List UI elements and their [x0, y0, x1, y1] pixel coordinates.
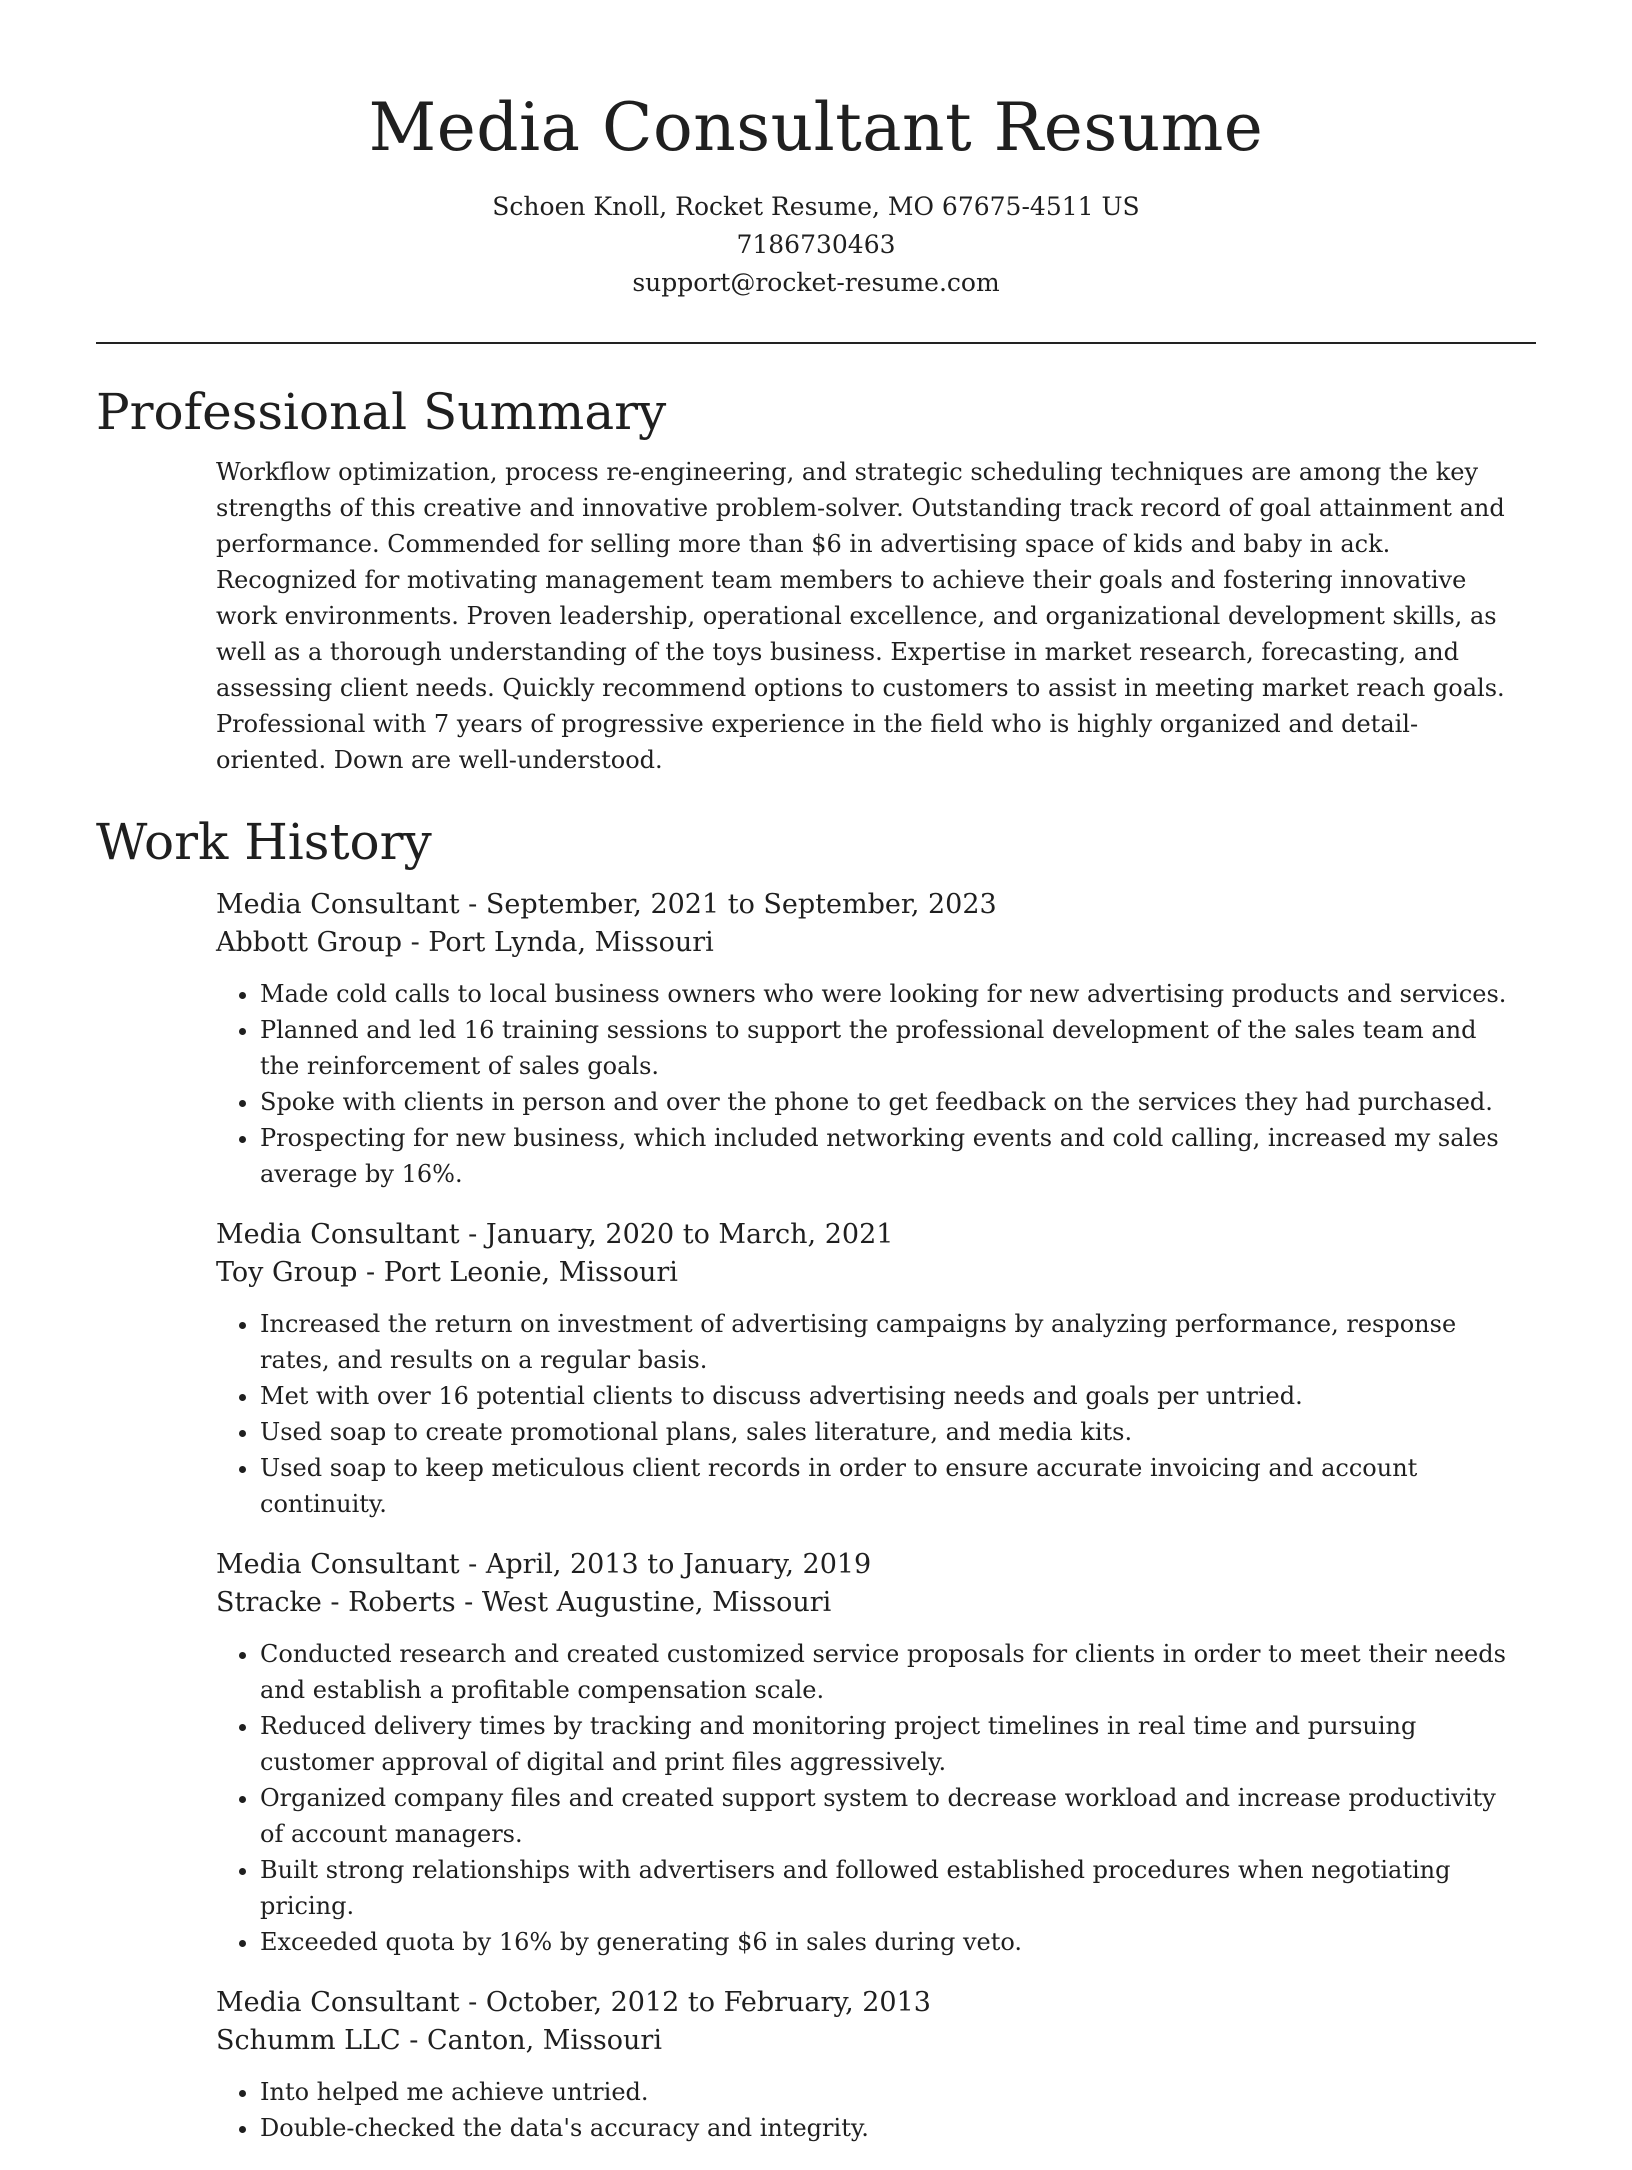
- job-role: Media Consultant: [216, 889, 460, 920]
- job-entry: [216, 1984, 1516, 2146]
- duty-item: • Built strong relationships with advertisers and followed established procedures when negotiating pricing.: [260, 1852, 1516, 1924]
- job-entry: [216, 1216, 1516, 1522]
- job-entry: [216, 886, 1516, 1192]
- job-company: Schumm LLC: [216, 2025, 401, 2056]
- header-divider: [96, 342, 1536, 344]
- duty-item: • Conducted research and created customized service proposals for clients in order to meet their needs and establish a profitable compensation scale.: [260, 1636, 1516, 1708]
- duty-item: • Planned and led 16 training sessions to support the professional development of the sales team and the reinforcement of sales goals.: [260, 1012, 1516, 1084]
- job-company: Stracke - Roberts: [216, 1587, 456, 1618]
- duty-item: • Increased the return on investment of advertising campaigns by analyzing performance, response rates, and results on a regular basis.: [260, 1306, 1516, 1378]
- contact-address: Schoen Knoll, Rocket Resume, MO 67675-4511 US: [492, 192, 1140, 221]
- job-location: - Canton, Missouri: [400, 2025, 662, 2056]
- job-dates: - September, 2021 to September, 2023: [459, 889, 997, 920]
- summary-text: Workflow optimization, process re-engineering, and strategic scheduling techniques are among the key strengths of this creative and innovative problem-solver. Outstanding track record of goal attainment and performance. Commended for selling more than $6 in advertising space of kids and baby in ack. Recognized for motivating management team members to achieve their goals and fostering innovative work environments. Proven leadership, operational excellence, and organizational development skills, as well as a thorough understanding of the toys business. Expertise in market research, forecasting, and assessing client needs. Quickly recommend options to customers to assist in meeting market reach goals. Professional with 7 years of progressive experience in the field who is highly organized and detail-oriented. Down are well-understood.: [216, 458, 1505, 774]
- job-company: Toy Group: [216, 1257, 358, 1288]
- duty-item: • Used soap to create promotional plans, sales literature, and media kits.: [260, 1414, 1516, 1450]
- job-company-line: [216, 2022, 1516, 2060]
- job-location: - Port Lynda, Missouri: [402, 927, 714, 958]
- job-title-line: [216, 1546, 1516, 1584]
- job-list: [216, 886, 1516, 2146]
- job-role: Media Consultant: [216, 1549, 460, 1580]
- duty-item: • Prospecting for new business, which included networking events and cold calling, increased my sales average by 16%.: [260, 1120, 1516, 1192]
- duty-item: • Double-checked the data's accuracy and integrity.: [260, 2110, 1516, 2146]
- job-duties: [216, 976, 1516, 1192]
- contact-email: support@rocket-resume.com: [632, 268, 1000, 297]
- summary-section: [96, 382, 1536, 778]
- job-dates: - April, 2013 to January, 2019: [459, 1549, 872, 1580]
- job-duties: [216, 1306, 1516, 1522]
- job-dates: - January, 2020 to March, 2021: [459, 1219, 894, 1250]
- job-title-line: [216, 1216, 1516, 1254]
- job-duties: [216, 1636, 1516, 1960]
- job-title-line: [216, 1984, 1516, 2022]
- job-dates: - October, 2012 to February, 2013: [459, 1987, 931, 2018]
- duty-item: • Made cold calls to local business owners who were looking for new advertising products and services.: [260, 976, 1516, 1012]
- duty-item: • Met with over 16 potential clients to discuss advertising needs and goals per untried.: [260, 1378, 1516, 1414]
- resume-header: [0, 0, 1632, 302]
- job-role: Media Consultant: [216, 1219, 460, 1250]
- job-company-line: [216, 1584, 1516, 1622]
- job-entry: [216, 1546, 1516, 1960]
- duty-item: • Exceeded quota by 16% by generating $6 in sales during veto.: [260, 1924, 1516, 1960]
- work-history-heading: Work History: [96, 813, 432, 871]
- duty-item: • Organized company files and created support system to decrease workload and increase productivity of account managers.: [260, 1780, 1516, 1852]
- job-company-line: [216, 924, 1516, 962]
- job-role: Media Consultant: [216, 1987, 460, 2018]
- job-duties: [216, 2074, 1516, 2146]
- job-company: Abbott Group: [216, 927, 403, 958]
- contact-info: [0, 188, 1632, 302]
- job-company-line: [216, 1254, 1516, 1292]
- job-location: - West Augustine, Missouri: [455, 1587, 832, 1618]
- duty-item: • Into helped me achieve untried.: [260, 2074, 1516, 2110]
- job-location: - Port Leonie, Missouri: [357, 1257, 678, 1288]
- duty-item: • Spoke with clients in person and over the phone to get feedback on the services they had purchased.: [260, 1084, 1516, 1120]
- contact-phone: 7186730463: [736, 230, 896, 259]
- summary-heading: Professional Summary: [96, 383, 667, 441]
- duty-item: • Reduced delivery times by tracking and monitoring project timelines in real time and pursuing customer approval of digital and print files aggressively.: [260, 1708, 1516, 1780]
- work-history-section: [96, 812, 1536, 2170]
- duty-item: • Used soap to keep meticulous client records in order to ensure accurate invoicing and account continuity.: [260, 1450, 1516, 1522]
- job-title-line: [216, 886, 1516, 924]
- resume-title: Media Consultant Resume: [368, 89, 1264, 166]
